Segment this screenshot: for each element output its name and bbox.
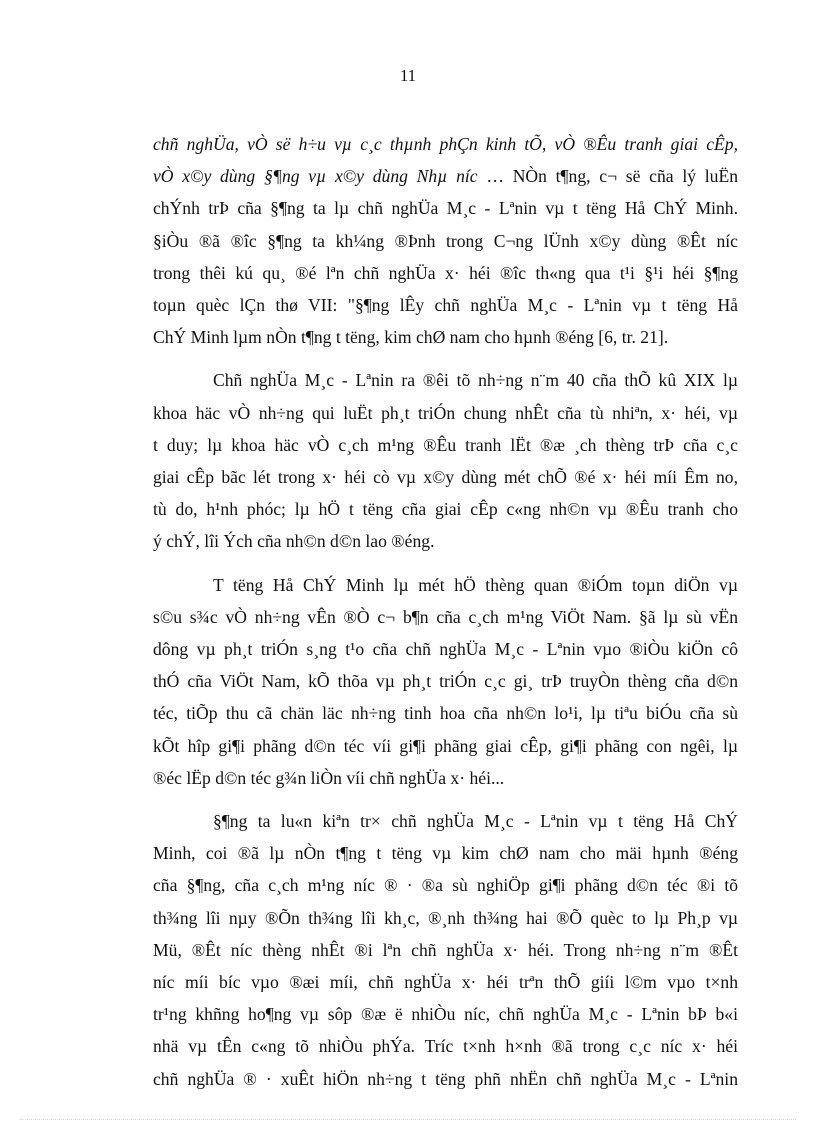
text-line [153, 160, 738, 192]
text-line: téc, tiÕp thu cã chän läc nh÷ng tinh hoa cña nh©n lo¹i, lµ tiªu biÓu cña sù [153, 703, 738, 724]
text-line: giai cÊp bãc lét trong x· héi cò vµ x©y dùng mét chÕ ®é x· héi míi Êm no, [153, 467, 738, 488]
text-line [153, 128, 738, 160]
paragraph-3 [153, 569, 738, 794]
paragraph-1 [153, 128, 738, 353]
text-line: §¶ng ta lu«n kiªn tr× chñ nghÜa M¸c - Lªnin vµ t tëng Hå ChÝ [213, 811, 738, 832]
text-line: ®éc lËp d©n téc g¾n liÒn víi chñ nghÜa x· héi... [153, 767, 505, 788]
text-line: tr¹ng khñng ho¶ng vµ sôp ®æ ë nhiÒu níc, chñ nghÜa M¸c - Lªnin bÞ b«i [153, 1004, 738, 1025]
text-line: chñ nghÜa ® · xuÊt hiÖn nh÷ng t tëng phñ nhËn chñ nghÜa M¸c - Lªnin [153, 1068, 738, 1089]
text-line: khoa häc vÒ nh÷ng qui luËt ph¸t triÓn chung nhÊt cña tù nhiªn, x· héi, vµ [153, 402, 738, 423]
text-line: th¾ng lîi nµy ®Õn th¾ng lîi kh¸c, ®¸nh th¾ng hai ®Õ quèc to lµ Ph¸p vµ [153, 907, 738, 928]
page-bottom-divider [20, 1119, 796, 1120]
text-line: kÕt hîp gi¶i phãng d©n téc víi gi¶i phãng giai cÊp, gi¶i phãng con ngêi, lµ [153, 735, 738, 756]
text-line: níc míi bíc vµo ®æi míi, chñ nghÜa x· héi trªn thÕ giíi l©m vµo t×nh [153, 972, 738, 993]
italic-text: chñ nghÜa, vÒ së h÷u vµ c¸c thµnh phÇn kinh tÕ, vÒ ®Êu tranh giai cÊp, [153, 134, 738, 154]
text-line: §iÒu ®ã ®îc §¶ng ta kh¼ng ®Þnh trong C¬ng lÜnh x©y dùng ®Êt níc [153, 230, 738, 251]
text-line: toµn quèc lÇn thø VII: "§¶ng lÊy chñ nghÜa M¸c - Lªnin vµ t tëng Hå [153, 295, 738, 316]
text-line: s©u s¾c vÒ nh÷ng vÊn ®Ò c¬ b¶n cña c¸ch m¹ng ViÖt Nam. §ã lµ sù vËn [153, 606, 738, 627]
text-line: Minh, coi ®ã lµ nÒn t¶ng t tëng vµ kim chØ nam cho mäi hµnh ®éng [153, 843, 738, 864]
text-line: T tëng Hå ChÝ Minh lµ mét hÖ thèng quan ®iÓm toµn diÖn vµ [213, 574, 738, 595]
italic-text: vÒ x©y dùng §¶ng vµ x©y dùng Nhµ níc [153, 166, 478, 187]
text-line: cña §¶ng, cña c¸ch m¹ng níc ® · ®a sù nghiÖp gi¶i phãng d©n téc ®i tõ [153, 875, 738, 896]
text-line: Mü, ®Êt níc thèng nhÊt ®i lªn chñ nghÜa x· héi. Trong nh÷ng n¨m ®Êt [153, 939, 738, 960]
text-line: t duy; lµ khoa häc vÒ c¸ch m¹ng ®Êu tranh lËt ®æ ¸ch thèng trÞ cña c¸c [153, 434, 738, 455]
text-line: trong thêi kú qu¸ ®é lªn chñ nghÜa x· héi ®îc th«ng qua t¹i §¹i héi §¶ng [153, 262, 738, 283]
text-line: dông vµ ph¸t triÓn s¸ng t¹o cña chñ nghÜa M¸c - Lªnin vµo ®iÒu kiÖn cô [153, 639, 738, 660]
text-line: nhä vµ tÊn c«ng tõ nhiÒu phÝa. Tríc t×nh h×nh ®ã trong c¸c níc x· héi [153, 1036, 738, 1057]
text-line: thÓ cña ViÖt Nam, kÕ thõa vµ ph¸t triÓn c¸c gi¸ trÞ truyÒn thèng cña d©n [153, 671, 738, 692]
text-line: ý chÝ, lîi Ých cña nh©n d©n lao ®éng. [153, 531, 435, 552]
text-line: chÝnh trÞ cña §¶ng ta lµ chñ nghÜa M¸c - Lªnin vµ t tëng Hå ChÝ Minh. [153, 198, 738, 219]
line-text: … NÒn t¶ng, c¬ së cña lý luËn [477, 166, 738, 187]
text-line: ChÝ Minh lµm nÒn t¶ng t tëng, kim chØ nam cho hµnh ®éng [6, tr. 21]. [153, 327, 669, 348]
text-line: tù do, h¹nh phóc; lµ hÖ t tëng cña giai cÊp c«ng nh©n vµ ®Êu tranh cho [153, 499, 738, 520]
paragraph-2 [153, 364, 738, 557]
page-number: 11 [399, 66, 417, 85]
body-text [153, 128, 738, 1106]
paragraph-4 [153, 805, 738, 1095]
text-line: Chñ nghÜa M¸c - Lªnin ra ®êi tõ nh÷ng n¨m 40 cña thÕ kû XIX lµ [213, 370, 738, 391]
